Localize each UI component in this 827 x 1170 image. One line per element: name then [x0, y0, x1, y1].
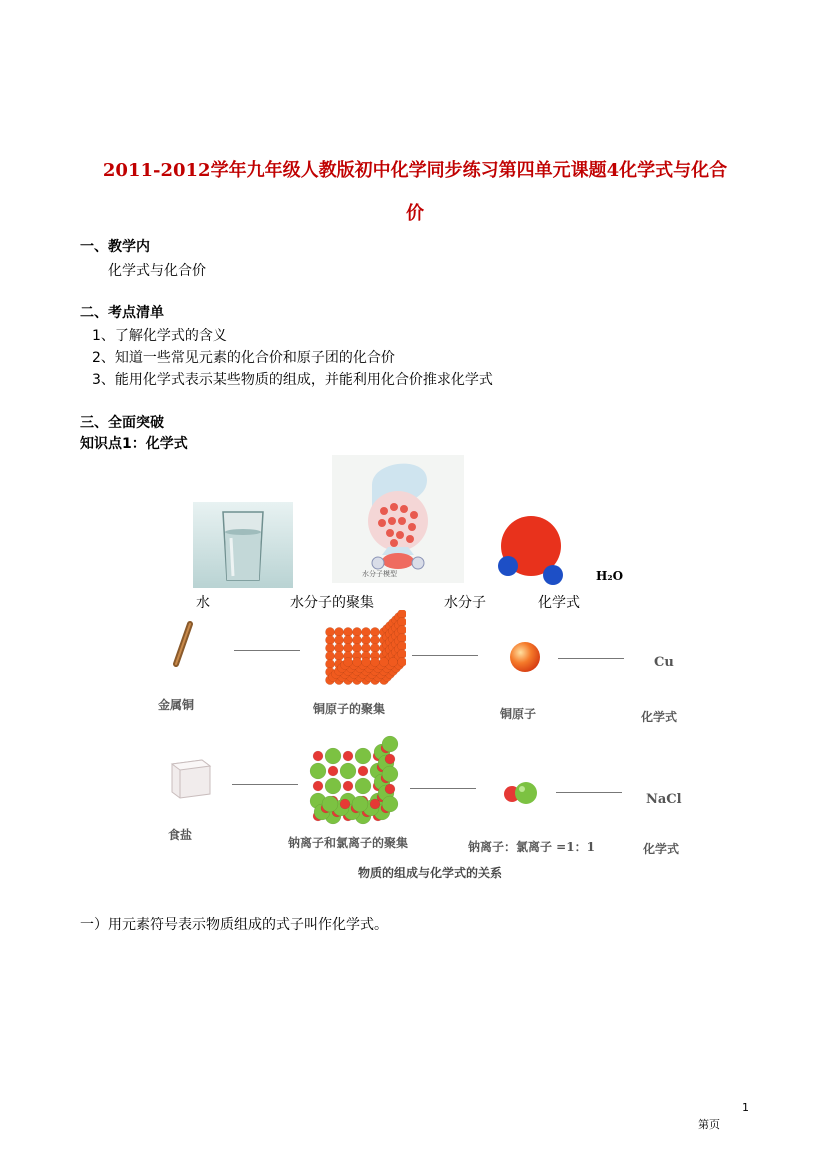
label-water-molecule: 水分子: [444, 595, 486, 611]
sodium-ion-ball: [385, 754, 395, 764]
connector-line: [556, 792, 622, 793]
chloride-ion-ball: [382, 796, 398, 812]
checklist-item: 2、知道一些常见元素的化合价和原子团的化合价: [92, 350, 395, 366]
model-caption: 水分子模型: [362, 570, 397, 578]
sodium-ion-ball: [343, 751, 353, 761]
connector-line: [410, 788, 476, 789]
chloride-ion-ball: [325, 778, 341, 794]
label-water: 水: [196, 595, 210, 611]
label-chemical-formula: 化学式: [538, 595, 580, 611]
chloride-ion-ball: [340, 763, 356, 779]
label-formula-row2: 化学式: [643, 842, 680, 856]
water-molecule-aggregate-image: [332, 455, 464, 583]
copper-wire-image: [168, 620, 198, 670]
connector-line: [412, 655, 478, 656]
sodium-ion-ball: [313, 781, 323, 791]
copper-formula: Cu: [654, 655, 674, 670]
chloride-ion-ball: [352, 796, 368, 812]
label-metal-copper: 金属铜: [158, 698, 195, 712]
section3-heading: 三、全面突破: [80, 415, 164, 431]
page-label: 第页: [698, 1118, 720, 1131]
sodium-ion-ball: [343, 781, 353, 791]
copper-atom-ball: [379, 657, 388, 666]
copper-atom-ball: [352, 657, 361, 666]
nacl-formula: NaCl: [646, 792, 682, 807]
copper-atom-ball: [343, 657, 352, 666]
sodium-ion-ball: [328, 766, 338, 776]
water-formula: H₂O: [596, 569, 624, 583]
chloride-ion-ball: [355, 778, 371, 794]
label-copper-aggregate: 铜原子的聚集: [313, 702, 386, 716]
label-ion-ratio: 钠离子：氯离子 =1：1: [468, 840, 595, 854]
section2-heading: 二、考点清单: [80, 305, 164, 321]
formula-definition: 一）用元素符号表示物质组成的式子叫作化学式。: [80, 917, 388, 933]
copper-atom-ball: [370, 657, 379, 666]
water-molecule-model: [495, 514, 575, 586]
water-glass-image: [193, 502, 293, 588]
chloride-ion-ball: [355, 748, 371, 764]
sodium-ion-ball: [340, 799, 350, 809]
checklist-item: 3、能用化学式表示某些物质的组成，并能利用化合价推求化学式: [92, 372, 493, 388]
label-formula-row1: 化学式: [641, 710, 678, 724]
section1-heading: 一、教学内: [80, 239, 150, 255]
chloride-ion-ball: [382, 766, 398, 782]
section1-content: 化学式与化合价: [108, 263, 206, 279]
page-number: 1: [742, 1101, 749, 1114]
label-copper-atom: 铜原子: [500, 707, 537, 721]
sodium-ion-ball: [358, 766, 368, 776]
chloride-ion-ball: [310, 763, 326, 779]
document-title-line1: 2011-2012学年九年级人教版初中化学同步练习第四单元课题4化学式与化合: [102, 160, 728, 181]
label-table-salt: 食盐: [168, 828, 193, 842]
copper-atom-ball: [388, 657, 397, 666]
copper-atom-ball: [361, 657, 370, 666]
chloride-ion-ball: [322, 796, 338, 812]
salt-crystal-image: [166, 752, 214, 800]
connector-line: [232, 784, 298, 785]
nacl-ion-pair: [500, 780, 540, 806]
connector-line: [234, 650, 300, 651]
checklist-item: 1、了解化学式的含义: [92, 328, 227, 344]
label-nacl-aggregate: 钠离子和氯离子的聚集: [288, 836, 409, 850]
sodium-ion-ball: [313, 751, 323, 761]
document-title-line2: 价: [406, 203, 424, 224]
knowledge-point-heading: 知识点1：化学式: [80, 436, 188, 452]
figure-caption: 物质的组成与化学式的关系: [358, 866, 503, 880]
nacl-lattice: [304, 730, 402, 828]
sodium-ion-ball: [385, 784, 395, 794]
chloride-ion-ball: [382, 736, 398, 752]
copper-atom-lattice: [322, 610, 406, 692]
copper-atom-ball: [397, 657, 406, 666]
sodium-ion-ball: [370, 799, 380, 809]
copper-atom: [508, 640, 542, 674]
chloride-ion-ball: [325, 748, 341, 764]
label-water-aggregate: 水分子的聚集: [290, 595, 374, 611]
connector-line: [558, 658, 624, 659]
